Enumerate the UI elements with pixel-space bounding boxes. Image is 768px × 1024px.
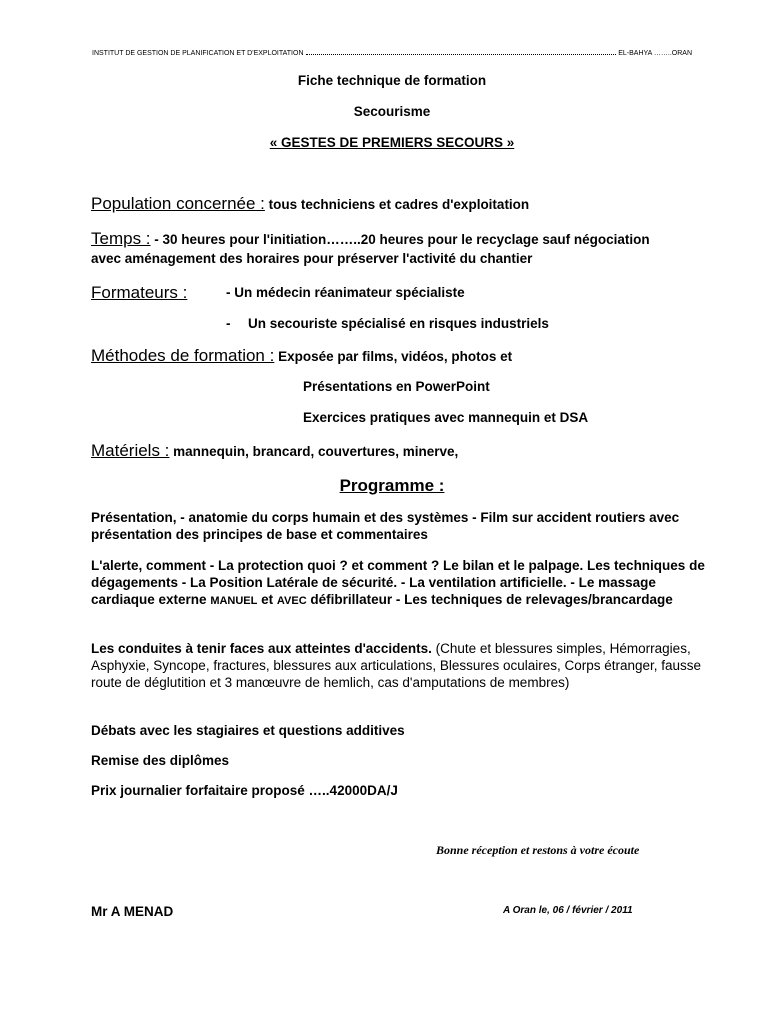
materiels-text: mannequin, brancard, couvertures, minerve, [169,444,459,459]
methodes-section [91,346,512,366]
programme-heading: Programme : [339,476,445,495]
title-line-2: Secourisme [353,104,431,119]
population-section [91,194,529,214]
p2-manuel: MANUEL [210,595,258,607]
p3-normal: (Chute et blessures simples, Hémorragies, Asphyxie, Syncope, fractures, blessures aux articulations, Blessures oculaires, Corps étranger, fausse route de déglutition et 3 manœuvre de hemlich, cas d'amputations de membres) [91,641,702,690]
formateurs-section [91,283,187,303]
document-date: A Oran le, 06 / février / 2011 [503,905,633,916]
signature-name: Mr A MENAD [91,904,174,919]
p2-body: - La protection quoi ? et comment ? Le bilan et le palpage. Les techniques de dégagements - La Position Latérale de sécurité. - La ventilation artificielle. - Le massage cardiaque externe [91,558,705,607]
p2-avec: AVEC [276,595,307,607]
p2-et: et [257,592,277,607]
programme-paragraph-6: Prix journalier forfaitaire proposé …..42000DA/J [91,783,398,798]
programme-paragraph-1: Présentation, - anatomie du corps humain et des systèmes - Film sur accident routiers avec présentation des principes de base et commentaires [91,510,680,542]
temps-text-1: - 30 heures pour l'initiation……..20 heures pour le recyclage sauf négociation [150,232,650,247]
formateurs-label: Formateurs : [91,283,188,302]
population-text: tous techniciens et cadres d'exploitation [264,197,530,212]
methodes-item-2: Présentations en PowerPoint [303,379,490,394]
header-dotted-leader [306,54,617,55]
temps-text-2: avec aménagement des horaires pour préserver l'activité du chantier [91,251,533,266]
title-line-1: Fiche technique de formation [297,73,487,88]
programme-paragraph-3 [91,640,711,691]
page-header [92,50,692,57]
formateurs-item-2-dash: - [226,316,231,331]
p2-alerte: L'alerte, comment [91,558,206,573]
title-line-3: « GESTES DE PREMIERS SECOURS » [269,135,515,150]
methodes-label: Méthodes de formation : [91,346,275,365]
programme-paragraph-5: Remise des diplômes [91,753,230,768]
formateurs-item-1: - Un médecin réanimateur spécialiste [226,285,465,300]
formateurs-item-2: Un secouriste spécialisé en risques industriels [248,316,549,331]
temps-label: Temps : [91,229,151,248]
programme-paragraph-4: Débats avec les stagiaires et questions additives [91,723,405,738]
header-institute: INSTITUT DE GESTION DE PLANIFICATION ET D'EXPLOITATION [92,50,304,57]
programme-paragraph-2 [91,557,711,610]
materiels-section [91,441,458,461]
population-label: Population concernée : [91,194,265,213]
p3-bold: Les conduites à tenir faces aux atteintes d'accidents. [91,641,432,656]
methodes-item-3: Exercices pratiques avec mannequin et DSA [303,410,589,425]
closing-note: Bonne réception et restons à votre écoute [436,843,640,857]
materiels-label: Matériels : [91,441,170,460]
methodes-item-1: Exposée par films, vidéos, photos et [274,349,513,364]
p2-end: défibrillateur - Les techniques de relevages/brancardage [306,592,673,607]
temps-section [91,229,650,249]
header-location: EL-BAHYA ……..ORAN [618,50,692,57]
